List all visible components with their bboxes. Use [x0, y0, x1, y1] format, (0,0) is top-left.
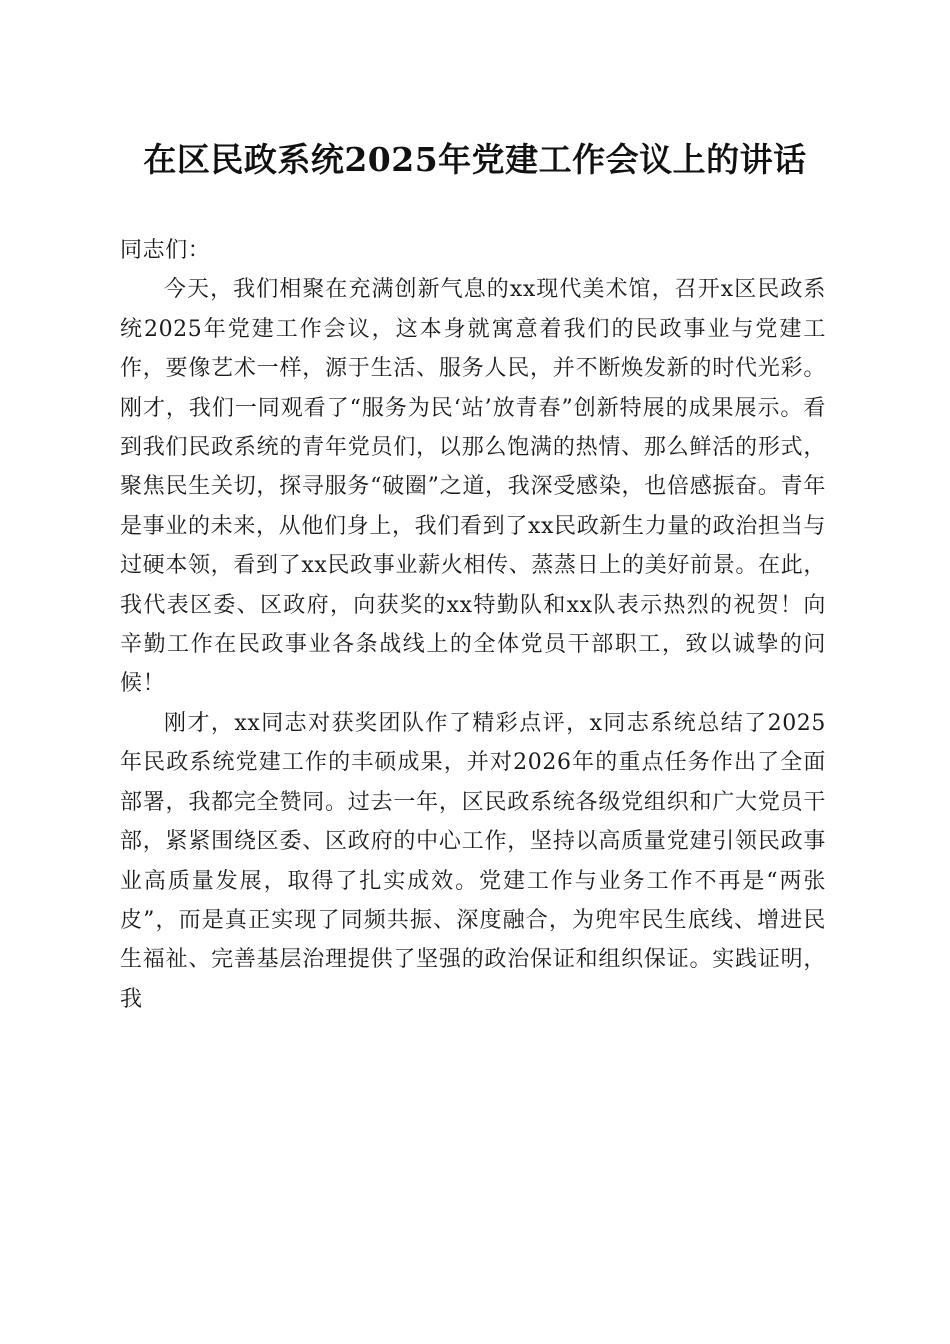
document-body [120, 231, 826, 1019]
document-title: 在区民政系统2025年党建工作会议上的讲话 [143, 140, 807, 179]
salutation: 同志们： [120, 238, 211, 263]
paragraph-2: 刚才，xx同志对获奖团队作了精彩点评，x同志系统总结了2025年民政系统党建工作的丰硕成果，并对2026年的重点任务作出了全面部署，我都完全赞同。过去一年，区民政系统各级党组织和广大党员干部，紧紧围绕区委、区政府的中心工作，坚持以高质量党建引领民政事业高质量发展，取得了扎实成效。党建工作与业务工作不再是“两张皮”，而是真正实现了同频共振、深度融合，为兜牢民生底线、增进民生福祉、完善基层治理提供了坚强的政治保证和组织保证。实践证明，我 [120, 710, 826, 1012]
paragraph-1: 今天，我们相聚在充满创新气息的xx现代美术馆，召开x区民政系统2025年党建工作会议，这本身就寓意着我们的民政事业与党建工作，要像艺术一样，源于生活、服务人民，并不断焕发新的时代光彩。刚才，我们一同观看了“服务为民‘站’放青春”创新特展的成果展示。看到我们民政系统的青年党员们，以那么饱满的热情、那么鲜活的形式，聚焦民生关切，探寻服务“破圈”之道，我深受感染，也倍感振奋。青年是事业的未来，从他们身上，我们看到了xx民政新生力量的政治担当与过硬本领，看到了xx民政事业薪火相传、蒸蒸日上的美好前景。在此，我代表区委、区政府，向获奖的xx特勤队和xx队表示热烈的祝贺！向辛勤工作在民政事业各条战线上的全体党员干部职工，致以诚挚的问候！ [120, 277, 826, 697]
